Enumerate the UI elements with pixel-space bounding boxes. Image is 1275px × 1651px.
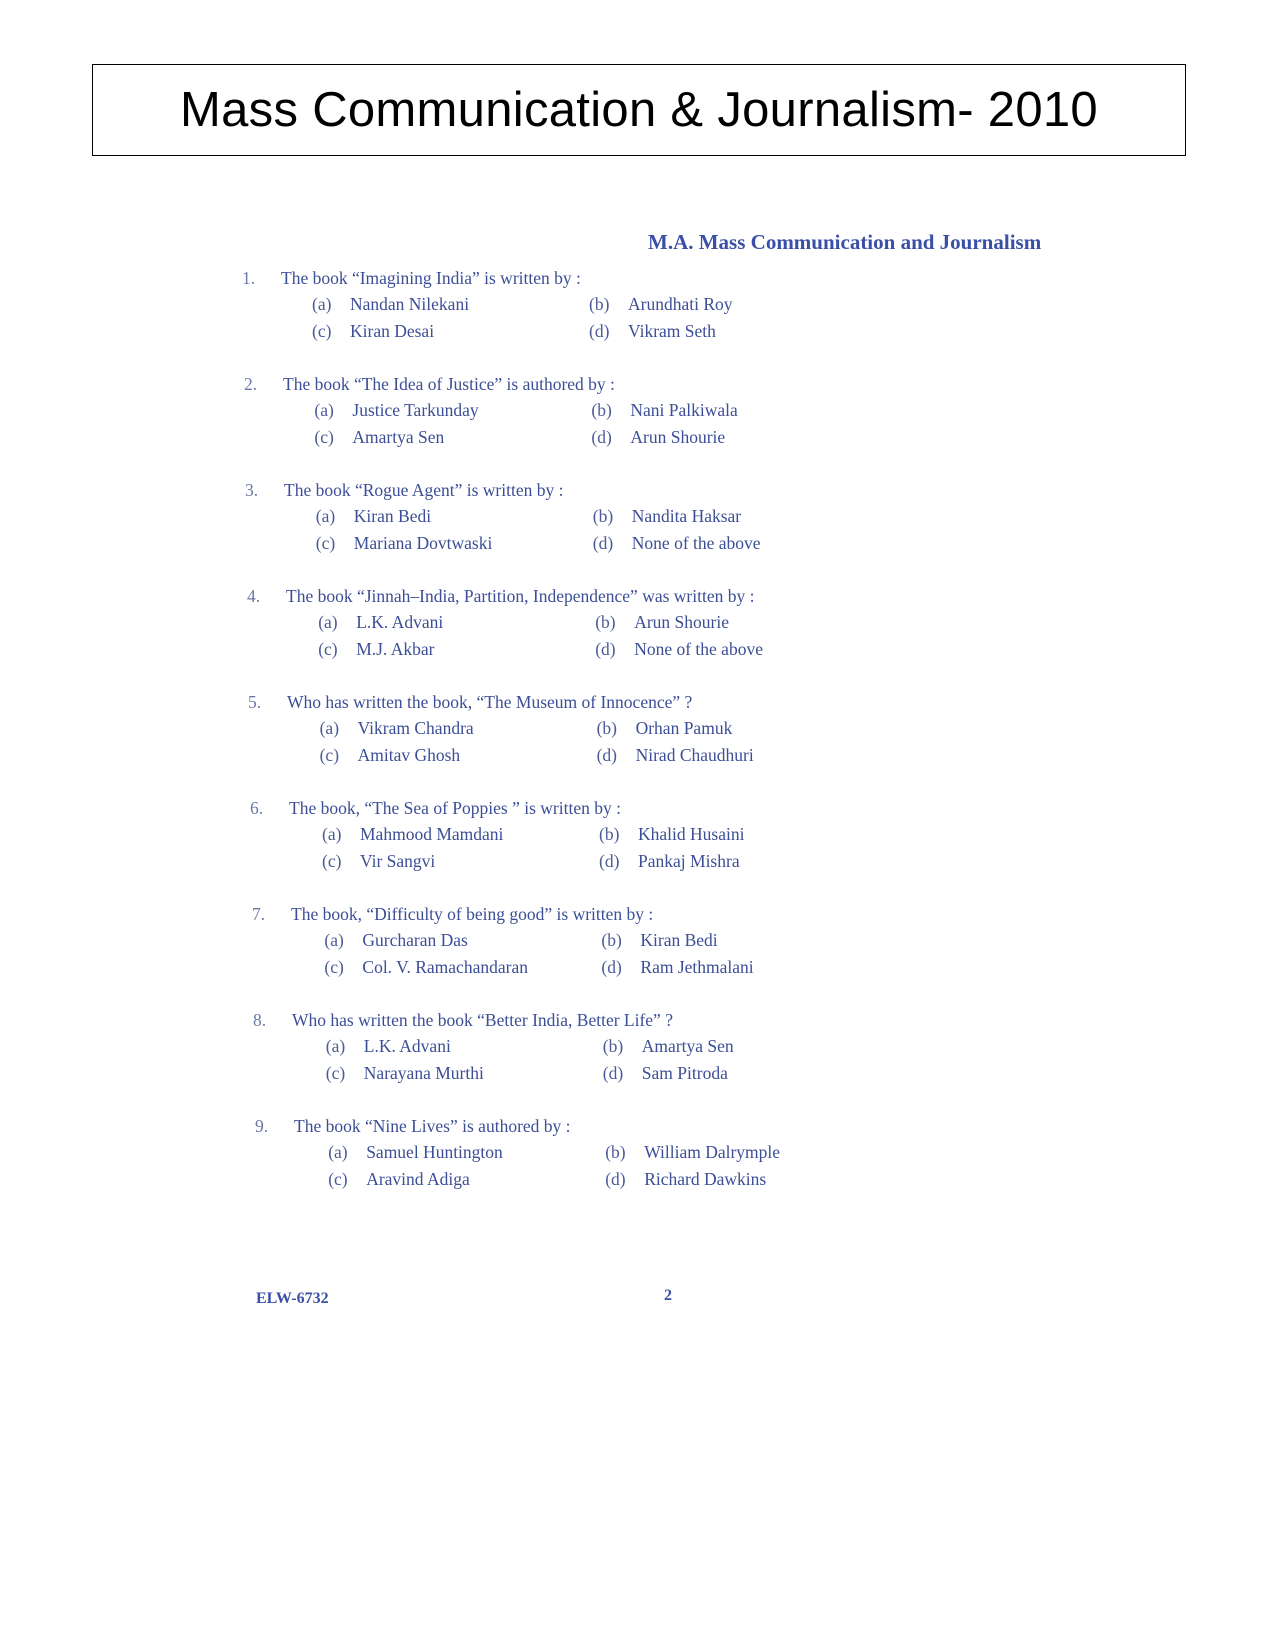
option-text: L.K. Advani bbox=[356, 612, 444, 632]
option-text: None of the above bbox=[631, 533, 761, 553]
option-label: (d) bbox=[596, 745, 617, 765]
option-label: (b) bbox=[595, 612, 616, 632]
option-text: Nirad Chaudhuri bbox=[635, 745, 754, 765]
option-text: Vikram Chandra bbox=[357, 718, 474, 738]
question-text: The book “Nine Lives” is authored by : bbox=[294, 1116, 571, 1136]
option-label: (b) bbox=[596, 718, 617, 738]
option-label: (a) bbox=[319, 718, 340, 738]
paper-code: ELW-6732 bbox=[256, 1290, 329, 1307]
option-text: Samuel Huntington bbox=[366, 1142, 503, 1162]
option-text: Orhan Pamuk bbox=[635, 718, 733, 738]
question-number: 2. bbox=[244, 374, 258, 394]
question-text: The book, “The Sea of Poppies ” is written by : bbox=[289, 798, 621, 818]
page-number: 2 bbox=[664, 1287, 672, 1304]
option-text: Sam Pitroda bbox=[641, 1063, 728, 1083]
option-label: (a) bbox=[314, 400, 334, 420]
option-label: (a) bbox=[315, 506, 336, 526]
question-number: 6. bbox=[250, 798, 264, 818]
question-text: The book “Jinnah–India, Partition, Independence” was written by : bbox=[286, 586, 755, 606]
option-label: (b) bbox=[589, 294, 610, 314]
option-label: (d) bbox=[605, 1169, 626, 1189]
question-text: The book “Imagining India” is written by : bbox=[281, 268, 581, 288]
question-number: 4. bbox=[247, 586, 261, 606]
option-text: Amartya Sen bbox=[641, 1036, 734, 1056]
question-number: 1. bbox=[242, 268, 256, 288]
option-text: M.J. Akbar bbox=[356, 639, 435, 659]
option-label: (d) bbox=[599, 851, 620, 871]
option-label: (c) bbox=[324, 957, 344, 977]
option-label: (d) bbox=[595, 639, 616, 659]
option-label: (a) bbox=[312, 294, 332, 314]
option-label: (c) bbox=[319, 745, 340, 765]
option-text: Nandan Nilekani bbox=[350, 294, 470, 314]
option-label: (b) bbox=[592, 506, 614, 526]
option-text: Khalid Husaini bbox=[638, 824, 745, 844]
page-title: Mass Communication & Journalism- 2010 bbox=[180, 83, 1098, 137]
option-label: (a) bbox=[318, 612, 338, 632]
question-number: 9. bbox=[255, 1116, 269, 1136]
option-label: (c) bbox=[325, 1063, 346, 1083]
question-text: The book “Rogue Agent” is written by : bbox=[284, 480, 564, 500]
option-text: None of the above bbox=[634, 639, 763, 659]
option-text: Ram Jethmalani bbox=[640, 957, 754, 977]
option-label: (c) bbox=[314, 427, 334, 447]
question-number: 5. bbox=[248, 692, 262, 712]
option-text: William Dalrymple bbox=[644, 1142, 781, 1162]
question-text: Who has written the book, “The Museum of Innocence” ? bbox=[287, 692, 693, 712]
option-label: (c) bbox=[312, 321, 332, 341]
option-label: (d) bbox=[591, 427, 612, 447]
option-text: Kiran Bedi bbox=[640, 930, 718, 950]
option-label: (b) bbox=[602, 1036, 624, 1056]
option-label: (b) bbox=[601, 930, 622, 950]
option-label: (c) bbox=[328, 1169, 348, 1189]
option-label: (a) bbox=[325, 1036, 346, 1056]
option-text: Kiran Desai bbox=[350, 321, 435, 341]
option-text: Narayana Murthi bbox=[363, 1063, 484, 1083]
option-text: Nani Palkiwala bbox=[630, 400, 738, 420]
option-text: Arun Shourie bbox=[634, 612, 729, 632]
option-text: Arundhati Roy bbox=[628, 294, 733, 314]
option-label: (a) bbox=[328, 1142, 348, 1162]
subject-heading: M.A. Mass Communication and Journalism bbox=[648, 230, 1042, 254]
option-label: (c) bbox=[318, 639, 338, 659]
question-text: The book, “Difficulty of being good” is written by : bbox=[291, 904, 654, 924]
option-label: (c) bbox=[315, 533, 336, 553]
option-text: Col. V. Ramachandaran bbox=[362, 957, 528, 977]
option-label: (a) bbox=[324, 930, 344, 950]
option-label: (d) bbox=[602, 1063, 624, 1083]
option-label: (d) bbox=[592, 533, 614, 553]
option-text: Nandita Haksar bbox=[631, 506, 742, 526]
option-label: (b) bbox=[599, 824, 620, 844]
option-text: Mahmood Mamdani bbox=[360, 824, 504, 844]
option-text: Vikram Seth bbox=[628, 321, 716, 341]
option-text: Gurcharan Das bbox=[362, 930, 468, 950]
option-label: (b) bbox=[605, 1142, 626, 1162]
option-text: Aravind Adiga bbox=[366, 1169, 470, 1189]
option-text: Justice Tarkunday bbox=[352, 400, 479, 420]
option-text: Mariana Dovtwaski bbox=[353, 533, 493, 553]
option-text: Vir Sangvi bbox=[360, 851, 436, 871]
option-label: (d) bbox=[589, 321, 610, 341]
option-text: Amartya Sen bbox=[352, 427, 445, 447]
question-number: 7. bbox=[252, 904, 266, 924]
option-text: Kiran Bedi bbox=[353, 506, 432, 526]
option-text: L.K. Advani bbox=[363, 1036, 451, 1056]
option-text: Amitav Ghosh bbox=[357, 745, 461, 765]
question-text: Who has written the book “Better India, Better Life” ? bbox=[292, 1010, 673, 1030]
option-label: (b) bbox=[591, 400, 612, 420]
option-text: Pankaj Mishra bbox=[638, 851, 740, 871]
option-label: (c) bbox=[322, 851, 342, 871]
question-number: 8. bbox=[253, 1010, 267, 1030]
option-text: Arun Shourie bbox=[630, 427, 726, 447]
option-label: (a) bbox=[322, 824, 342, 844]
option-text: Richard Dawkins bbox=[644, 1169, 767, 1189]
question-number: 3. bbox=[245, 480, 259, 500]
question-text: The book “The Idea of Justice” is authored by : bbox=[283, 374, 615, 394]
option-label: (d) bbox=[601, 957, 622, 977]
